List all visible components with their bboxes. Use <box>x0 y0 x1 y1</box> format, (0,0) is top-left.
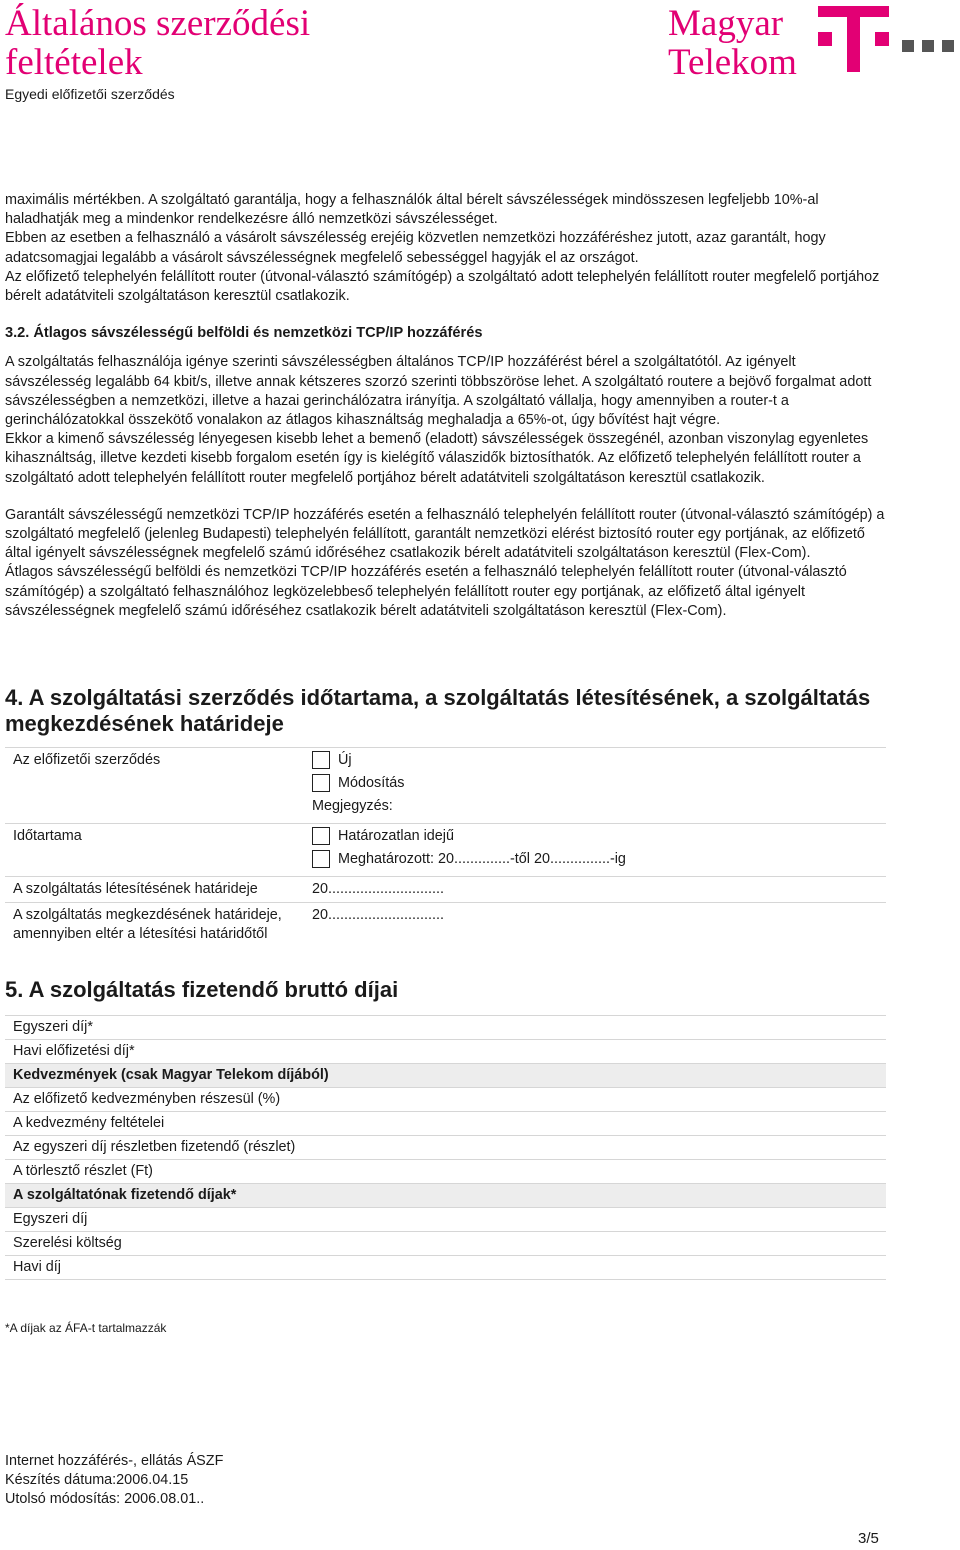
footer-modified-date: Utolsó módosítás: 2006.08.01.. <box>5 1491 205 1507</box>
paragraph: Ekkor a kimenő sávszélesség lényegesen kisebb lehet a bemenő (eladott) sávszélességek összegénél, azonban viszonylag egyenletes kihasználtság, illetve kezdeti kisebb forgalom esetén így is kielégítő válaszidők biztosíthatók. Az előfizető telephelyén felállított router a szolgáltató adott telephelyén felállított router megfelelő portjához bérelt adatátviteli szolgáltatáson keresztül csatlakozik. <box>5 431 869 486</box>
start-deadline-value: 20............................. <box>312 907 444 923</box>
fee-label: A kedvezmény feltételei <box>13 1115 165 1131</box>
page-number: 3/5 <box>858 1530 879 1547</box>
section-heading-3-2: 3.2. Átlagos sávszélességű belföldi és nemzetközi TCP/IP hozzáférés <box>5 325 483 342</box>
modified-checkbox[interactable] <box>312 774 330 792</box>
brand-name <box>668 4 797 82</box>
start-deadline-label: A szolgáltatás megkezdésének határideje, amennyiben eltér a létesítési határidőtől <box>13 907 282 942</box>
new-checkbox[interactable] <box>312 751 330 769</box>
paragraph: Az előfizető telephelyén felállított router (útvonal-választó számítógép) a szolgáltató adott telephelyén felállított router megfelelő portjához bérelt adatátviteli szolgáltatáson keresztül csatlakozik. <box>5 268 880 305</box>
paragraph: A szolgáltatás felhasználója igénye szerinti sávszélességben általános TCP/IP hozzáférést bérel a szolgáltatótól. Az igényelt sávszélesség legalább 64 kbit/s, illetve annak kétszeres szorzó szerinti többszöröse lehet. A szolgáltató routere a bejövő forgalmat adott sávszélességben a nemzetközi, illetve a hazai gerinchálózatra irányítja. A szolgáltató vállalja, hogy amennyiben a router-t a gerinchálózatokkal összekötő vonalakon az átlagos kihasználtság meghaladja a 65%-ot, úgy bővítést hajt végre. <box>5 354 872 429</box>
fee-value <box>304 1112 886 1136</box>
fee-value <box>304 1088 886 1112</box>
vat-note: *A díjak az ÁFA-t tartalmazzák <box>5 1321 167 1335</box>
fee-value <box>304 1208 886 1232</box>
section-4-heading: 4. A szolgáltatási szerződés időtartama, a szolgáltatás létesítésének, a szolgáltatás megkezdésének határideje <box>5 685 871 736</box>
table-row <box>5 903 886 948</box>
fee-label: Havi díj <box>13 1259 61 1275</box>
table-row <box>5 1160 886 1184</box>
fee-label: A törlesztő részlet (Ft) <box>13 1163 153 1179</box>
remark-label: Megjegyzés: <box>312 798 393 814</box>
contract-label: Az előfizetői szerződés <box>13 752 161 768</box>
fee-label: Egyszeri díj <box>13 1211 88 1227</box>
fee-label: Az előfizető kedvezményben részesül (%) <box>13 1091 281 1107</box>
title-line-1: Általános szerződési <box>5 3 311 44</box>
indefinite-label: Határozatlan idejű <box>338 828 454 844</box>
table-row <box>5 877 886 903</box>
fee-value <box>304 1160 886 1184</box>
paragraph: Átlagos sávszélességű belföldi és nemzetközi TCP/IP hozzáférés esetén a felhasználó telephelyén felállított router (útvonal-választó számítógép) a szolgáltató felhasználóhoz legközelebbeső telephelyén felállított router egy portjának, az előfizető által igényelt sávszélességnek megfelelő számú időréséhez csatlakozik bérelt adatátviteli szolgáltatáson keresztül (Flex-Com). <box>5 564 847 619</box>
duration-options <box>304 824 886 877</box>
footer <box>5 1452 223 1509</box>
table-row <box>5 1256 886 1280</box>
document-title <box>5 4 310 82</box>
telekom-t-logo-icon <box>818 6 958 74</box>
table-row-header <box>5 1064 886 1088</box>
paragraph: maximális mértékben. A szolgáltató garantálja, hogy a felhasználók által bérelt sávszélességek mindösszesen legfeljebb 10%-al haladhatják meg a mindenkor rendelkezésre álló nemzetközi sávszélességet. <box>5 192 819 228</box>
provider-fees-heading: A szolgáltatónak fizetendő díjak* <box>13 1187 237 1203</box>
document-subtitle: Egyedi előfizetői szerződés <box>5 86 175 102</box>
contract-options <box>304 748 886 824</box>
fee-value <box>304 1016 886 1040</box>
brand-line-1: Magyar <box>668 3 784 44</box>
contract-duration-table <box>5 747 886 947</box>
table-row <box>5 1232 886 1256</box>
fees-table <box>5 1015 886 1280</box>
table-row <box>5 824 886 877</box>
table-row <box>5 1112 886 1136</box>
paragraph: Garantált sávszélességű nemzetközi TCP/IP hozzáférés esetén a felhasználó telephelyén felállított router (útvonal-választó számítógép) a szolgáltató megfelelő (jelenleg Budapesti) telephelyén felállított, garantált nemzetközi elérést biztosító router egy portjának, az előfizető által igényelt sávszélességnek megfelelő számú időréséhez csatlakozik bérelt adatátviteli szolgáltatáson keresztül (Flex-Com). <box>5 506 885 562</box>
paragraph: Ebben az esetben a felhasználó a vásárolt sávszélesség erejéig közvetlen nemzetközi hozzáféréshez jutott, azaz garantált, hogy adatcsomagjai legalább a vásárolt sávszélességnek megfelelő sebességgel hagyják el az országot. <box>5 230 826 266</box>
section-5-heading: 5. A szolgáltatás fizetendő bruttó díjai <box>5 977 399 1002</box>
fee-label: Szerelési költség <box>13 1235 122 1251</box>
setup-deadline-label: A szolgáltatás létesítésének határideje <box>13 881 258 897</box>
brand-line-2: Telekom <box>668 42 797 83</box>
fee-value <box>304 1232 886 1256</box>
setup-deadline-value: 20............................. <box>312 881 444 897</box>
fixed-term-label: Meghatározott: 20..............-től 20...............-ig <box>338 851 626 867</box>
body-text <box>5 191 885 621</box>
table-row <box>5 748 886 824</box>
table-row <box>5 1088 886 1112</box>
fee-value <box>304 1040 886 1064</box>
footer-created-date: Készítés dátuma:2006.04.15 <box>5 1472 189 1488</box>
fee-label: Havi előfizetési díj* <box>13 1043 135 1059</box>
new-label: Új <box>338 752 352 768</box>
table-row <box>5 1136 886 1160</box>
table-row <box>5 1016 886 1040</box>
title-line-2: feltételek <box>5 42 143 83</box>
indefinite-checkbox[interactable] <box>312 827 330 845</box>
table-row <box>5 1040 886 1064</box>
table-row <box>5 1208 886 1232</box>
duration-label: Időtartama <box>13 828 82 844</box>
fixed-term-checkbox[interactable] <box>312 850 330 868</box>
modified-label: Módosítás <box>338 775 405 791</box>
fee-value <box>304 1256 886 1280</box>
discounts-heading: Kedvezmények (csak Magyar Telekom díjából) <box>13 1067 329 1083</box>
footer-document-name: Internet hozzáférés-, ellátás ÁSZF <box>5 1453 224 1469</box>
table-row-header <box>5 1184 886 1208</box>
fee-label: Az egyszeri díj részletben fizetendő (részlet) <box>13 1139 296 1155</box>
fee-value <box>304 1136 886 1160</box>
fee-label: Egyszeri díj* <box>13 1019 93 1035</box>
